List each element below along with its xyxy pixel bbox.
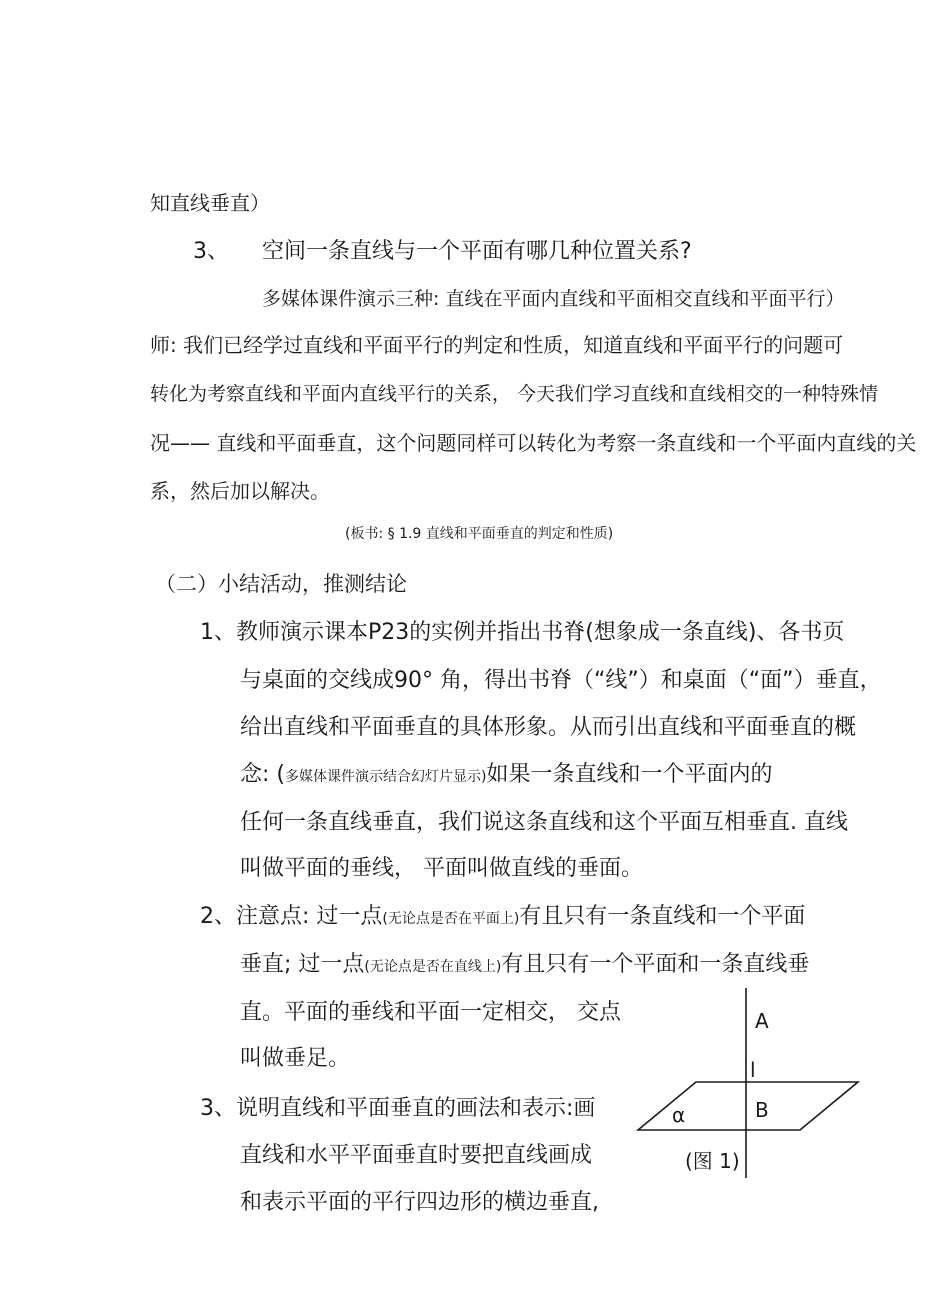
board-note: (板书: § 1.9 直线和平面垂直的判定和性质) — [345, 526, 614, 542]
text-fragment: 有且只有一个平面和一条直线垂 — [501, 952, 810, 977]
text-fragment-small: (无论点是否在直线上) — [364, 959, 502, 975]
text-fragment-small: (无论点是否在平面上) — [382, 911, 520, 927]
point-label-b: B — [755, 1098, 769, 1122]
section-heading: （二）小结活动，推测结论 — [155, 572, 407, 596]
figure-caption: (图 1) — [685, 1149, 740, 1173]
text-line: 任何一条直线垂直，我们说这条直线和这个平面互相垂直. 直线 — [240, 810, 848, 835]
text-line: 3、说明直线和平面垂直的画法和表示:画 — [200, 1096, 596, 1121]
text-line — [240, 954, 809, 976]
point-label-a: A — [755, 1009, 769, 1033]
text-line: 直线和水平平面垂直时要把直线画成 — [240, 1143, 593, 1168]
item-number: 3、 — [193, 239, 229, 264]
text-line: 师: 我们已经学过直线和平面平行的判定和性质，知道直线和平面平行的问题可 — [150, 333, 844, 357]
text-line: 1、教师演示课本P23的实例并指出书脊(想象成一条直线)、各书页 — [200, 620, 845, 645]
figure-drawing — [630, 985, 870, 1185]
text-line: 多媒体课件演示三种: 直线在平面内直线和平面相交直线和平面平行） — [262, 288, 845, 310]
plane-parallelogram — [638, 1082, 858, 1130]
figure-line-perpendicular-plane — [630, 985, 870, 1185]
text-fragment: 有且只有一条直线和一个平面 — [519, 904, 806, 929]
text-line: 和表示平面的平行四边形的横边垂直, — [240, 1190, 599, 1215]
text-line: 给出直线和平面垂直的具体形象。从而引出直线和平面垂直的概 — [240, 715, 857, 740]
text-line — [200, 906, 805, 928]
text-line — [240, 764, 772, 786]
text-line: 系，然后加以解决。 — [150, 479, 330, 503]
plane-label-alpha: α — [672, 1103, 686, 1127]
question-text: 空间一条直线与一个平面有哪几种位置关系? — [262, 239, 692, 264]
text-line: 叫做垂足。 — [240, 1046, 351, 1071]
text-fragment: 念: ( — [240, 762, 285, 787]
text-fragment-small: 多媒体课件演示结合幻灯片显示) — [285, 769, 487, 785]
text-line: 与桌面的交线成90° 角，得出书脊（“线”）和桌面（“面”）垂直， — [240, 668, 882, 693]
text-line: 知直线垂直） — [150, 191, 270, 215]
text-line: 叫做平面的垂线， 平面叫做直线的垂面。 — [240, 856, 643, 881]
text-fragment: 如果一条直线和一个平面内的 — [486, 762, 773, 787]
text-fragment: 2、注意点: 过一点 — [200, 904, 383, 929]
text-line: 转化为考察直线和平面内直线平行的关系， 今天我们学习直线和直线相交的一种特殊情 — [150, 383, 879, 405]
line-label-l: l — [750, 1058, 756, 1082]
text-line: 直。平面的垂线和平面一定相交， 交点 — [240, 1000, 621, 1025]
text-line: 况—— 直线和平面垂直，这个问题同样可以转化为考察一条直线和一个平面内直线的关 — [150, 431, 917, 455]
text-fragment: 垂直; 过一点 — [240, 952, 365, 977]
